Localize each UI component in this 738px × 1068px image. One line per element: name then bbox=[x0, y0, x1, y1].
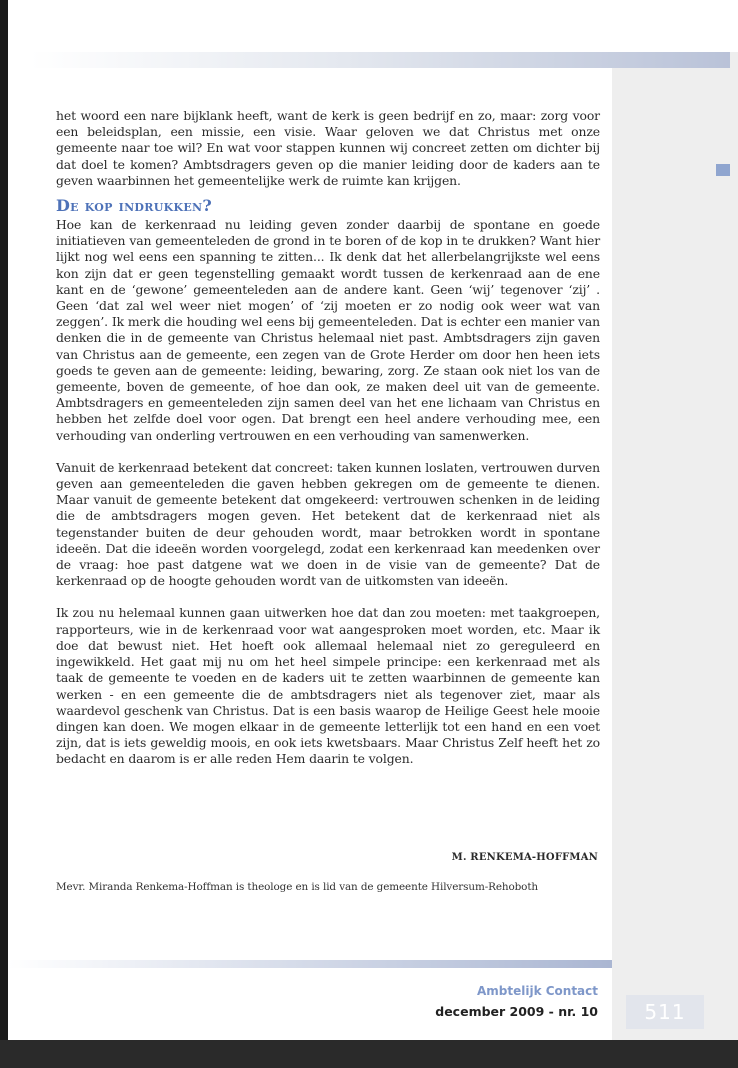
article-body bbox=[56, 108, 600, 768]
margin-band bbox=[612, 52, 738, 1040]
paragraph-intro: het woord een nare bijklank heeft, want de kerk is geen bedrijf en zo, maar: zorg voor een beleidsplan, een missie, een visie. Waar geloven we dat Christus met onze gemeente naar toe wil? En wat voor stappen kunnen wij concreet zetten om dichter bij dat doel te komen? Ambtsdragers geven op die manier leiding door de kaders aan te geven waarbinnen het gemeentelijke werk de ruimte kan krijgen. bbox=[56, 108, 600, 188]
paragraph-4: Ik zou nu helemaal kunnen gaan uitwerken hoe dat dan zou moeten: met taakgroepen, rapporteurs, wie in de kerkenraad voor wat aangesproken moet worden, etc. Maar ik doe dat bewust niet. Het hoeft ook allemaal helemaal niet zo gereguleerd en ingewikkeld. Het gaat mij nu om het heel simpele principe: een kerkenraad met als taak de gemeente te voeden en de kaders uit te zetten waarbinnen de gemeente kan werken - en een gemeente die de ambtsdragers niet als tegenover ziet, maar als waardevol geschenk van Christus. Dat is een basis waarop de Heilige Geest hele mooie dingen kan doen. We mogen elkaar in de gemeente letterlijk tot een hand en een voet zijn, dat is iets geweldig moois, en ook iets kwetsbaars. Maar Christus Zelf heeft het zo bedacht en daarom is er alle reden Hem daarin te volgen. bbox=[56, 605, 600, 767]
author-bio: Mevr. Miranda Renkema-Hoffman is theologe en is lid van de gemeente Hilversum-Rehoboth bbox=[56, 881, 539, 893]
paragraph-2: Hoe kan de kerkenraad nu leiding geven zonder daarbij de spontane en goede initiatieven van gemeenteleden de grond in te boren of de kop in te drukken? Want hier lijkt nog wel eens een spanning te zitten... Ik denk dat het allerbelangrijkste wel eens kon zijn dat er geen tegenstelling gemaakt wordt tussen de kerkenraad aan de ene kant en de ‘gewone’ gemeenteleden aan de andere kant. Geen ‘wij’ tegenover ‘zij’ . Geen ‘dat zal wel weer niet mogen’ of ‘zij moeten er zo nodig ook weer wat van zeggen’. Ik merk die houding wel eens bij gemeenteleden. Dat is echter een manier van denken die in de gemeente van Christus helemaal niet past. Ambtsdragers zijn gaven van Christus aan de gemeente, een zegen van de Grote Herder om door hen heen iets goeds te geven aan de gemeente: leiding, bewaring, zorg. Ze staan ook niet los van de gemeente, boven de gemeente, of hoe dan ook, ze maken deel uit van de gemeente. Ambtsdragers en gemeenteleden zijn samen deel van het ene lichaam van Christus en hebben het zelfde doel voor ogen. Dat brengt een heel andere verhouding mee, een verhouding van onderling vertrouwen en een verhouding van samenwerken. bbox=[56, 217, 600, 443]
issue-label: december 2009 - nr. 10 bbox=[435, 1004, 598, 1019]
top-gradient-bar bbox=[30, 52, 730, 68]
section-heading: De kop indrukken? bbox=[56, 196, 213, 216]
scan-bottom-edge bbox=[0, 1040, 738, 1068]
journal-title: Ambtelijk Contact bbox=[476, 984, 598, 998]
side-tab-marker bbox=[716, 164, 730, 176]
page-number: 511 bbox=[626, 995, 704, 1029]
paragraph-3: Vanuit de kerkenraad betekent dat concreet: taken kunnen loslaten, vertrouwen durven geven aan gemeenteleden die gaven hebben gekregen om de gemeente te dienen. Maar vanuit de gemeente betekent dat omgekeerd: vertrouwen schenken in de leiding die de ambtsdragers mogen geven. Het betekent dat de kerkenraad niet als tegenstander buiten de deur gehouden wordt, maar betrokken wordt in spontane ideeën. Dat die ideeën worden voorgelegd, zodat een kerkenraad kan meedenken over de vraag: hoe past datgene wat we doen in de visie van de gemeente? Dat de kerkenraad op de hoogte gehouden wordt van de uitkomsten van ideeën. bbox=[56, 459, 600, 589]
scan-left-edge bbox=[0, 0, 8, 1040]
author-name: M. RENKEMA-HOFFMAN bbox=[451, 852, 598, 863]
bottom-gradient-rule bbox=[8, 960, 612, 968]
